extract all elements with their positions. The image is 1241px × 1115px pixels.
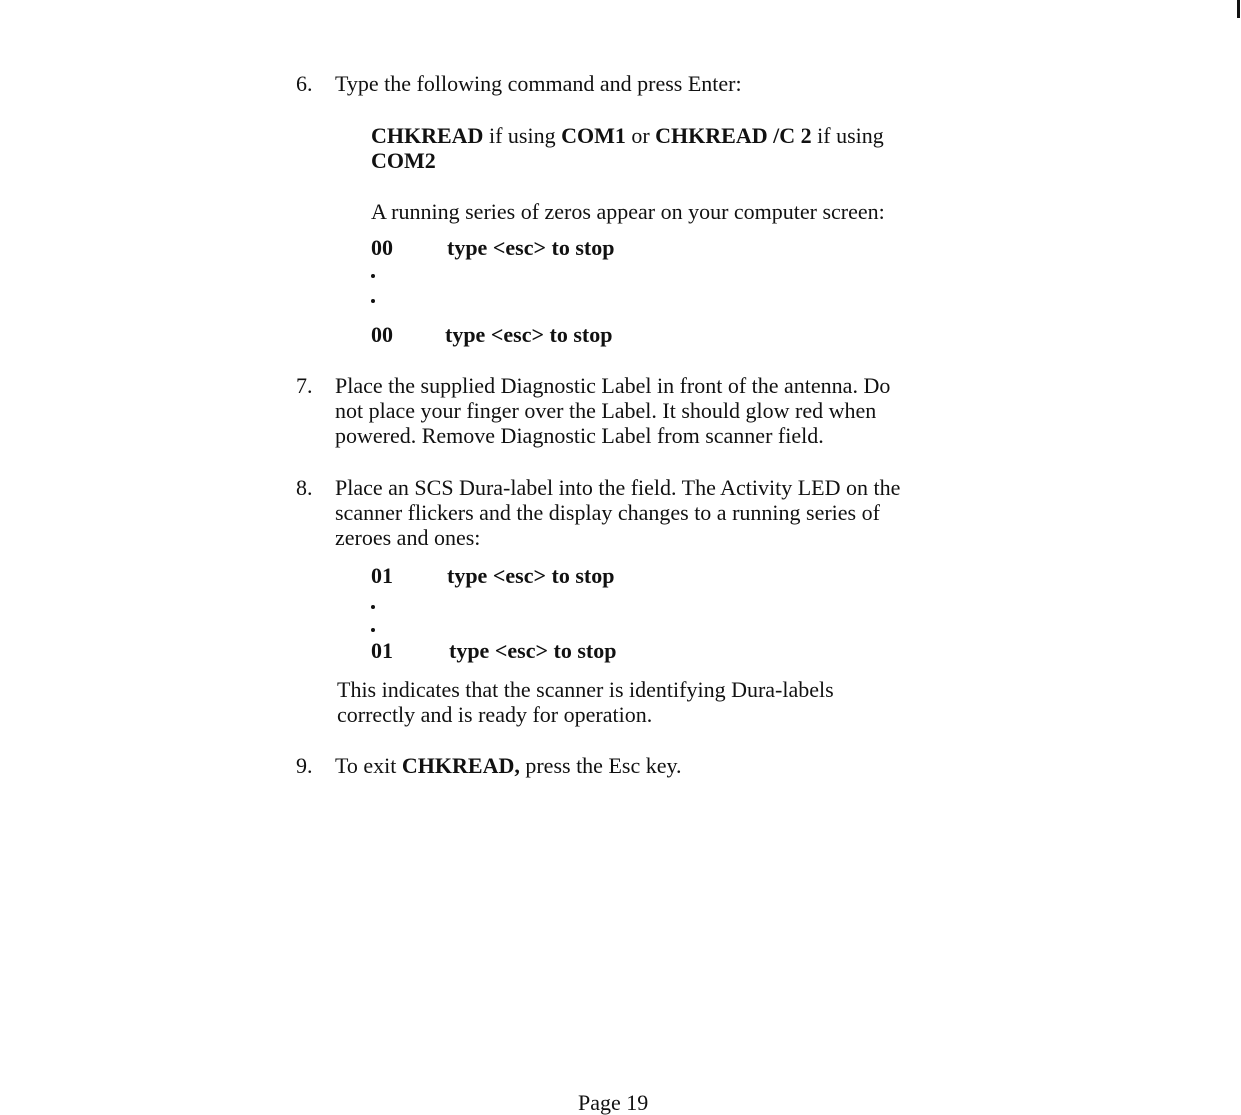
output-value: 00 <box>371 235 393 260</box>
step-7-line-1: Place the supplied Diagnostic Label in front of the antenna. Do <box>335 373 891 398</box>
output-message: type <esc> to stop <box>449 638 617 663</box>
step-6-zeros-text: A running series of zeros appear on your computer screen: <box>371 199 885 224</box>
step-9-text <box>335 753 682 778</box>
step-8-line-3: zeroes and ones: <box>335 525 481 550</box>
step-8-number: 8. <box>296 475 313 500</box>
output-message: type <esc> to stop <box>447 563 615 588</box>
port-com2: COM2 <box>371 148 436 173</box>
port-com1: COM1 <box>561 123 626 148</box>
step-9-number: 9. <box>296 753 313 778</box>
step-7-line-3: powered. Remove Diagnostic Label from scanner field. <box>335 423 824 448</box>
scan-edge-mark <box>1237 0 1240 18</box>
ellipsis-dot <box>371 605 375 609</box>
step-7-number: 7. <box>296 373 313 398</box>
command-chkread-exit: CHKREAD, <box>401 753 520 778</box>
ellipsis-dot <box>371 299 375 303</box>
ellipsis-dot <box>371 274 375 278</box>
step-8-result-line-1: This indicates that the scanner is identifying Dura-labels <box>337 677 834 702</box>
output-value: 00 <box>371 322 393 347</box>
step-6-number: 6. <box>296 71 313 96</box>
step-6-intro: Type the following command and press Enter: <box>335 71 742 96</box>
or-text: or <box>625 123 656 148</box>
step-9-suffix: press the Esc key. <box>519 753 682 778</box>
output-value: 01 <box>371 638 393 663</box>
step-8-result-line-2: correctly and is ready for operation. <box>337 702 653 727</box>
command-chkread-c2: CHKREAD /C 2 <box>655 123 812 148</box>
output-message: type <esc> to stop <box>445 322 613 347</box>
if-using-text-2: if using <box>811 123 884 148</box>
step-7-line-2: not place your finger over the Label. It should glow red when <box>335 398 877 423</box>
command-chkread: CHKREAD <box>371 123 484 148</box>
ellipsis-dot <box>371 628 375 632</box>
page-number: Page 19 <box>578 1090 649 1115</box>
step-8-line-2: scanner flickers and the display changes to a running series of <box>335 500 880 525</box>
output-message: type <esc> to stop <box>447 235 615 260</box>
step-6-command-line <box>371 123 884 148</box>
if-using-text: if using <box>483 123 562 148</box>
step-8-line-1: Place an SCS Dura-label into the field. The Activity LED on the <box>335 475 901 500</box>
output-value: 01 <box>371 563 393 588</box>
step-9-prefix: To exit <box>335 753 402 778</box>
